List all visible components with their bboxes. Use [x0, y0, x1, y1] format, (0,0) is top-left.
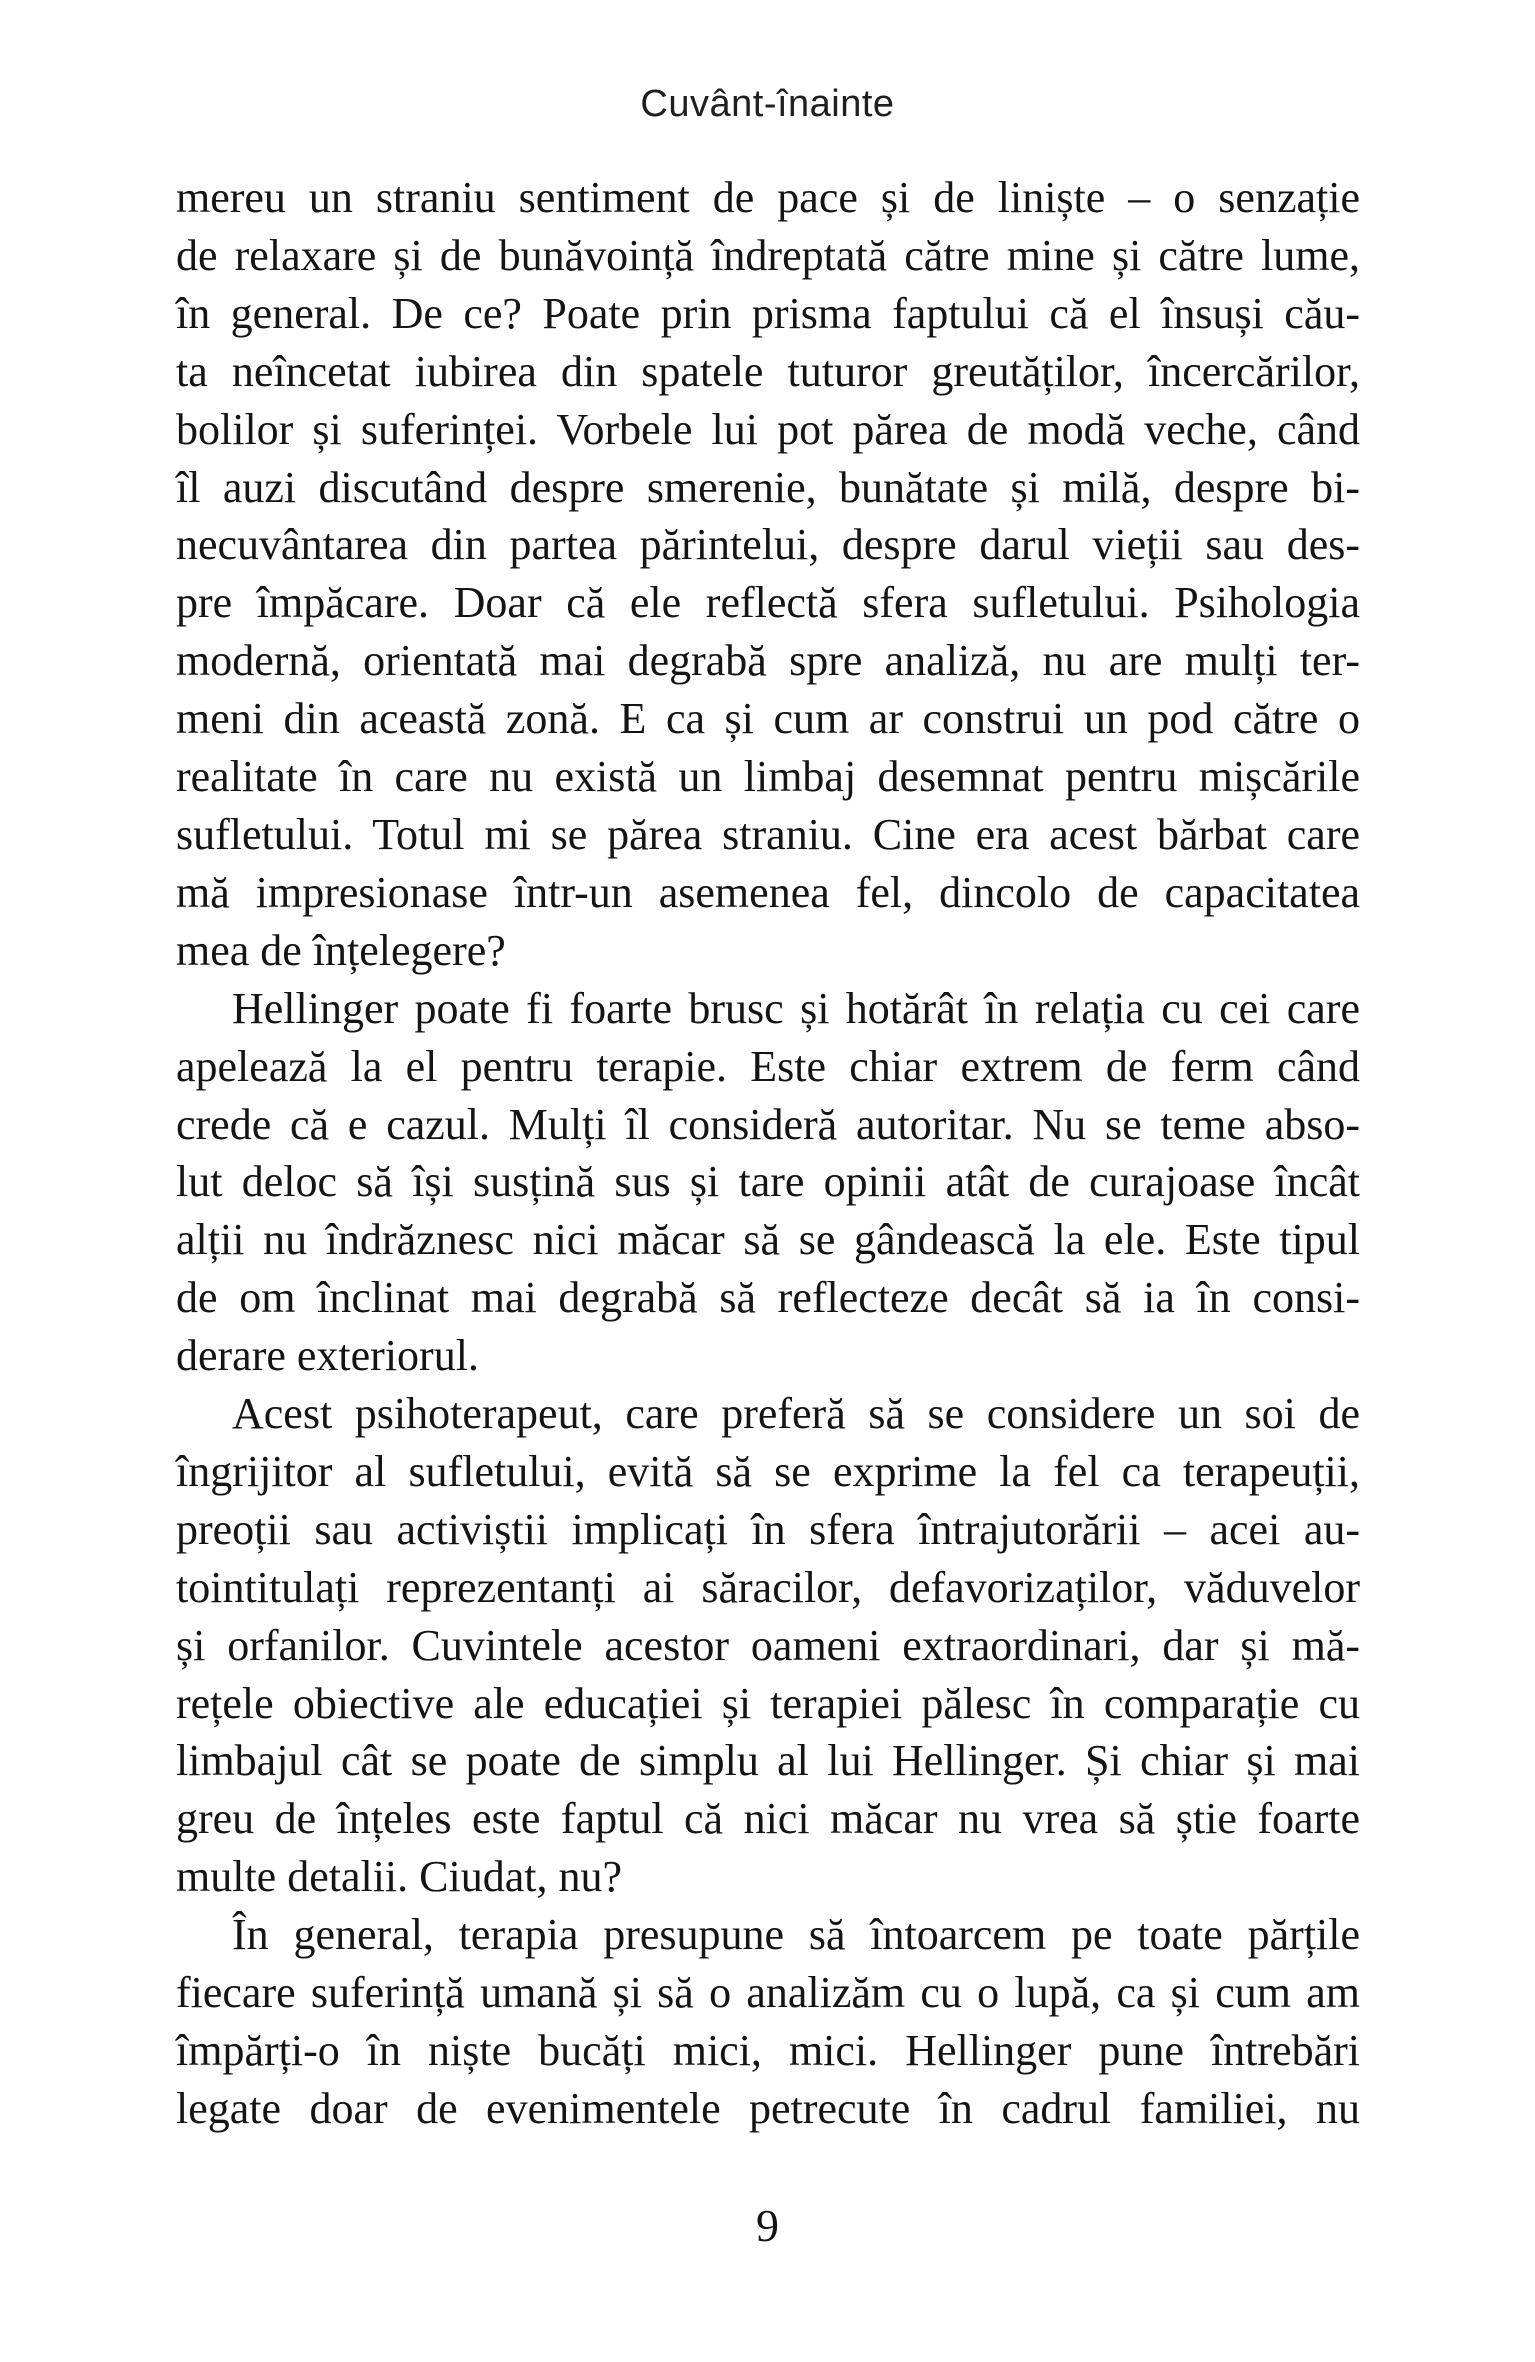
text-line: multe detalii. Ciudat, nu?: [176, 1852, 623, 1902]
running-header: Cuvânt-înainte: [640, 83, 895, 125]
text-line: bolilor și suferinței. Vorbele lui pot părea de modă veche, când: [176, 404, 1360, 454]
text-line: În general, terapia presupune să întoarcem pe toate părțile: [232, 1910, 1360, 1960]
text-line: greu de înțeles este faptul că nici măcar nu vrea să știe foarte: [176, 1794, 1360, 1844]
text-line: crede că e cazul. Mulți îl consideră autoritar. Nu se teme abso-: [176, 1099, 1360, 1149]
text-line: lut deloc să își susțină sus și tare opinii atât de curajoase încât: [176, 1157, 1360, 1207]
text-line: sufletului. Totul mi se părea straniu. Cine era acest bărbat care: [176, 809, 1360, 859]
text-line: limbajul cât se poate de simplu al lui Hellinger. Și chiar și mai: [176, 1736, 1360, 1786]
text-line: mea de înțelegere?: [176, 925, 506, 975]
text-line: mă impresionase într-un asemenea fel, dincolo de capacitatea: [176, 867, 1360, 917]
text-line: Hellinger poate fi foarte brusc și hotărât în relația cu cei care: [232, 983, 1360, 1033]
text-line: apelează la el pentru terapie. Este chiar extrem de ferm când: [176, 1041, 1360, 1091]
text-line: realitate în care nu există un limbaj desemnat pentru mișcările: [176, 752, 1360, 802]
text-line: ta neîncetat iubirea din spatele tuturor greutăților, încercărilor,: [176, 346, 1360, 396]
text-line: rețele obiective ale educației și terapiei pălesc în comparație cu: [176, 1678, 1360, 1728]
text-line: alții nu îndrăznesc nici măcar să se gândească la ele. Este tipul: [176, 1215, 1360, 1265]
text-line: îngrijitor al sufletului, evită să se exprime la fel ca terapeuții,: [176, 1446, 1360, 1496]
text-line: legate doar de evenimentele petrecute în cadrul familiei, nu: [176, 2083, 1360, 2133]
text-line: Acest psihoterapeut, care preferă să se considere un soi de: [232, 1389, 1360, 1439]
body-text: [176, 169, 1360, 2138]
text-line: în general. De ce? Poate prin prisma faptului că el însuși cău-: [176, 288, 1360, 338]
text-line: de om înclinat mai degrabă să reflecteze decât să ia în consi-: [176, 1273, 1360, 1323]
text-line: tointitulați reprezentanți ai săracilor, defavorizaților, văduvelor: [176, 1562, 1360, 1612]
text-line: preoții sau activiștii implicați în sfera întrajutorării – acei au-: [176, 1504, 1360, 1554]
text-line: necuvântarea din partea părintelui, despre darul vieții sau des-: [176, 520, 1360, 570]
page-number: 9: [756, 2200, 779, 2251]
text-line: de relaxare și de bunăvoință îndreptată către mine și către lume,: [176, 230, 1360, 280]
text-line: fiecare suferință umană și să o analizăm cu o lupă, ca și cum am: [176, 1968, 1360, 2018]
text-line: mereu un straniu sentiment de pace și de liniște – o senzație: [176, 173, 1360, 222]
text-line: împărți-o în niște bucăți mici, mici. Hellinger pune întrebări: [176, 2026, 1360, 2075]
text-line: meni din această zonă. E ca și cum ar construi un pod către o: [176, 694, 1360, 744]
text-line: îl auzi discutând despre smerenie, bunătate și milă, despre bi-: [176, 462, 1360, 512]
text-line: și orfanilor. Cuvintele acestor oameni extraordinari, dar și mă-: [176, 1620, 1360, 1670]
text-line: derare exteriorul.: [176, 1331, 479, 1381]
text-line: modernă, orientată mai degrabă spre analiză, nu are mulți ter-: [176, 636, 1360, 686]
text-line: pre împăcare. Doar că ele reflectă sfera sufletului. Psihologia: [176, 578, 1360, 628]
